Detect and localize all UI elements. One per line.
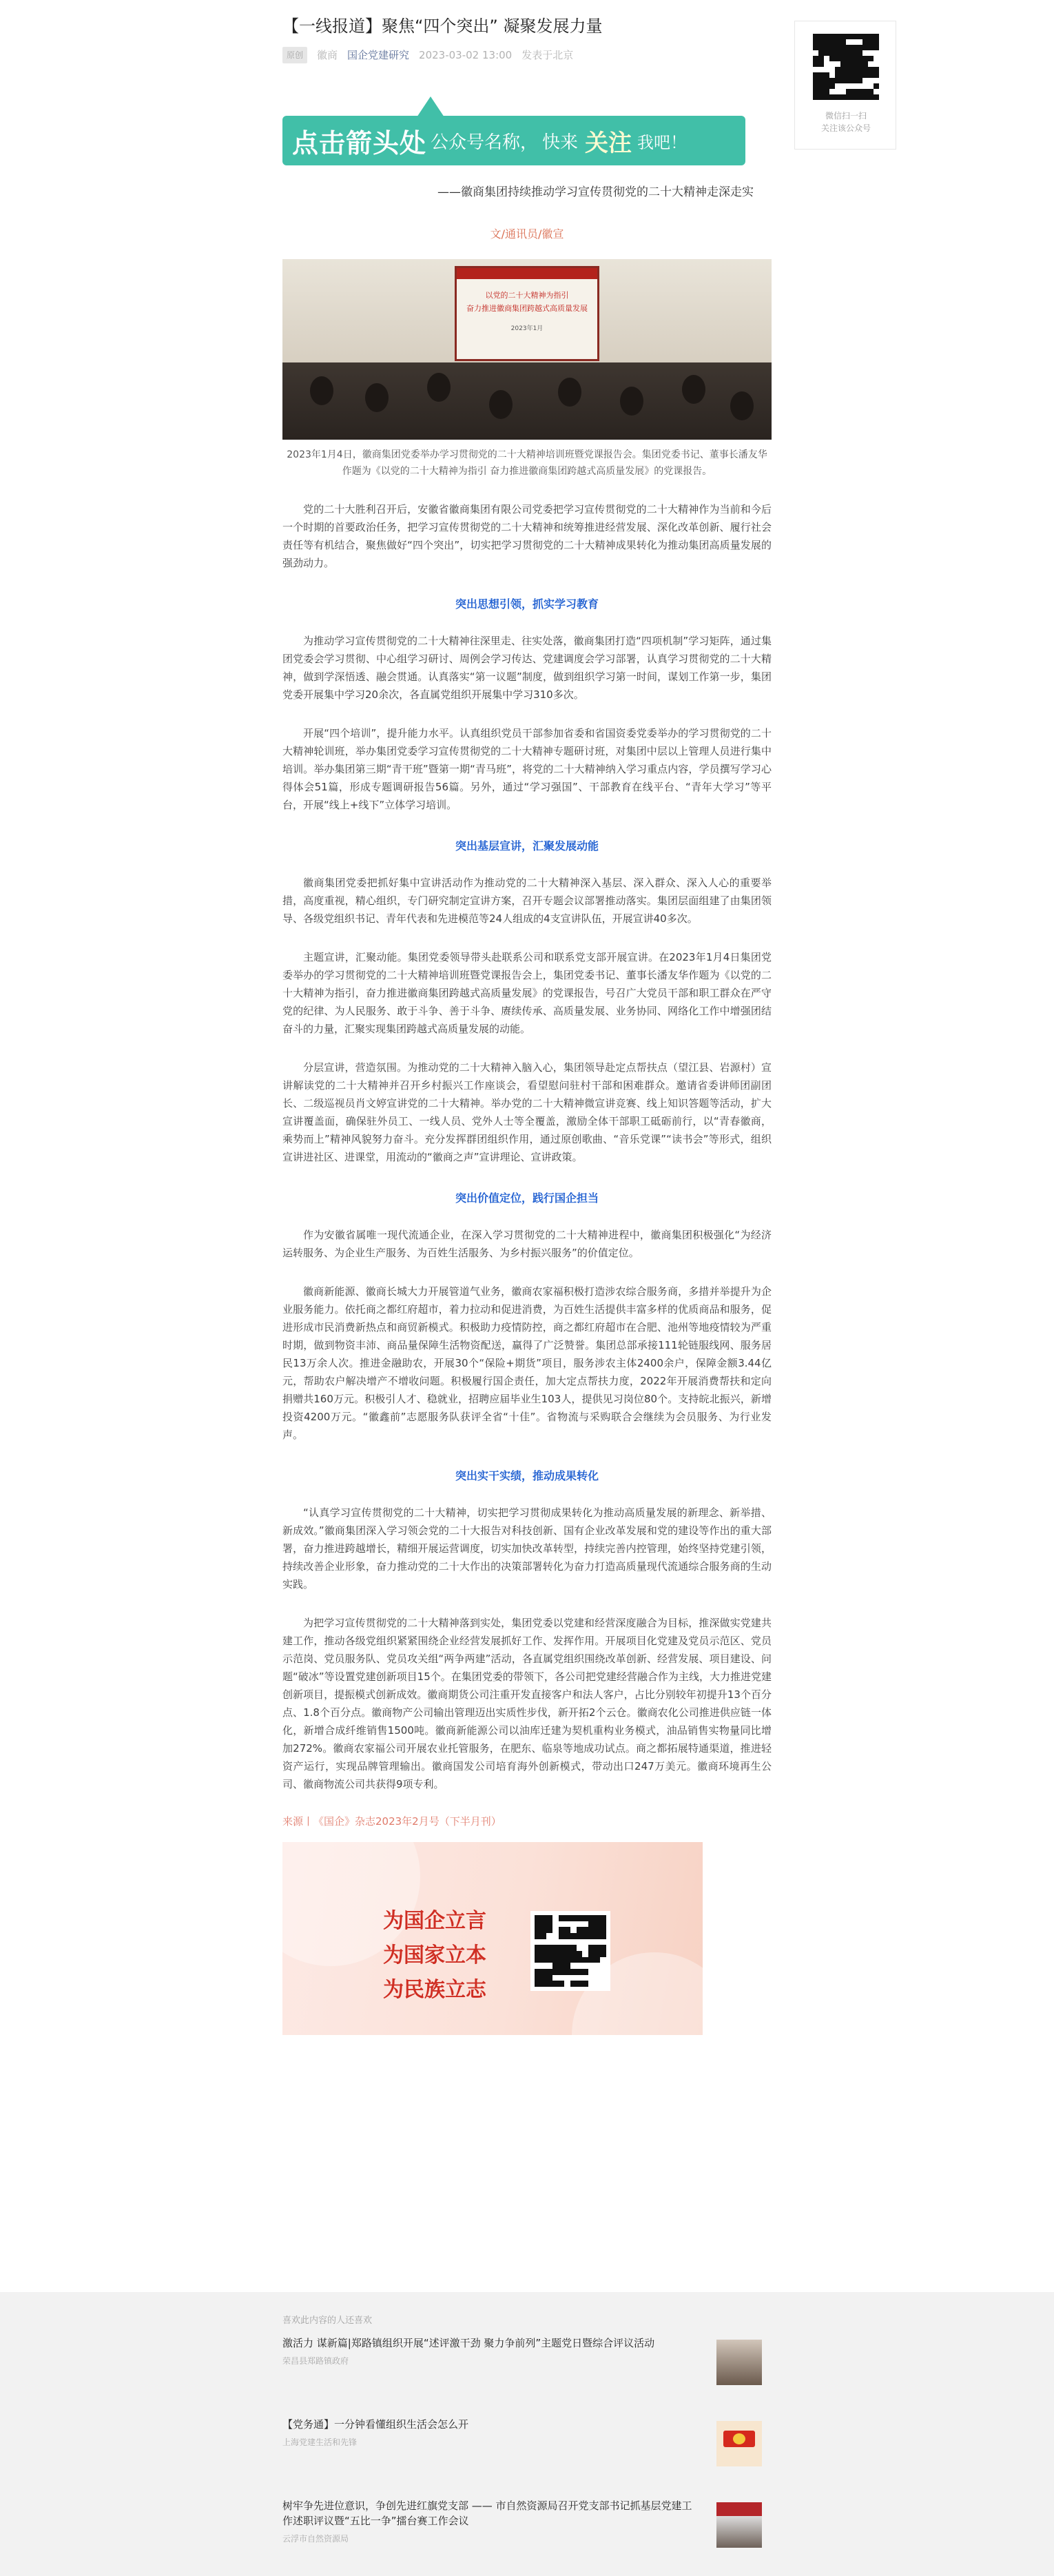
publish-location: 发表于北京 — [521, 49, 574, 61]
paragraph: 党的二十大胜利召开后，安徽省徽商集团有限公司党委把学习宣传贯彻党的二十大精神作为当前和今后一个时期的首要政治任务，把学习宣传贯彻党的二十大精神和统筹推进经营发展、深化改革创新、履行社会责任等有机结合，聚焦做好“四个突出”，切实把学习贯彻党的二十大精神成果转化为推动集团高质量发展的强劲动力。 — [282, 503, 772, 569]
banner-text-end: 我吧！ — [637, 132, 688, 152]
audience-head — [730, 391, 754, 420]
audience-head — [427, 373, 451, 402]
article-title: 【一线报道】聚焦“四个突出” 凝聚发展力量 — [282, 17, 603, 36]
audience-head — [682, 375, 705, 404]
recommended-article[interactable] — [282, 2498, 772, 2570]
screen-header — [457, 268, 597, 279]
paragraph: 徽商新能源、徽商长城大力开展管道气业务，徽商农家福积极打造涉农综合服务商，多措并举提升为企业服务能力。依托商之都红府超市，着力拉动和促进消费，为百姓生活提供丰富多样的优质商品和服务，促进形成市民消费新热点和商贸新模式。积极助力疫情防控，商之都红府超市在合肥、池州等地疫情较为严重时期，做到物资丰沛、商品量保障生活物资配送，赢得了广泛赞誉。集团总部承接111轮链服线网、服务居民13万余人次。推进金融助农，开展30个“保险+期货”项目，服务涉农主体2400余户，保障金额3.44亿元，帮助农户解决增产不增收问题。积极履行国企责任，加大定点帮扶力度，2022年开展消费帮扶和定向捐赠共160万元。积极引人才、稳就业，招聘应届毕业生103人，提供见习岗位80个。支持皖北振兴，新增投资4200万元。“徽鑫前”志愿服务队获评全省“十佳”。省物流与采购联合会继续为会员服务、为行业发声。 — [282, 1285, 772, 1441]
qr-code-pattern — [535, 1915, 606, 1987]
qr-code-pattern — [813, 34, 879, 100]
sidebar-qr-code — [813, 34, 879, 100]
recommended-thumbnail[interactable] — [716, 2340, 762, 2385]
author-name: 徽商 — [317, 49, 338, 61]
photo-projection-screen — [455, 266, 599, 361]
section-heading: 突出价值定位，践行国企担当 — [455, 1192, 599, 1205]
recommended-article[interactable] — [282, 2335, 772, 2407]
audience-head — [310, 376, 333, 405]
section-heading: 突出实干实绩，推动成果转化 — [455, 1469, 599, 1482]
screen-text-2: 奋力推进徽商集团跨越式高质量发展 — [466, 304, 588, 313]
recommended-title[interactable]: 树牢争先进位意识，争创先进红旗党支部 —— 市自然资源局召开党支部书记抓基层党建工作述职评议暨“五比一争”擂台赛工作会议 — [282, 2500, 692, 2527]
article-subtitle: ——徽商集团持续推动学习宣传贯彻党的二十大精神走深走实 — [437, 185, 754, 199]
scan-hint-line: 关注该公众号 — [820, 123, 871, 133]
recommendations-label: 喜欢此内容的人还喜欢 — [282, 2316, 373, 2326]
original-badge: 原创 — [282, 47, 307, 63]
scan-hint-line: 微信扫一扫 — [825, 111, 867, 121]
section-heading: 突出思想引领，抓实学习教育 — [455, 597, 599, 611]
arrow-up-icon — [417, 96, 444, 117]
recommended-source: 荣昌县郑路镇政府 — [282, 2356, 349, 2366]
banner-text-mid: 公众号名称， — [431, 132, 539, 153]
poster-slogan: 为国企立言 — [383, 1909, 486, 1933]
follow-banner — [282, 88, 745, 159]
paragraph: 分层宣讲，营造氛围。为推动党的二十大精神入脑入心，集团领导赴定点帮扶点（望江县、岩源村）宣讲解读党的二十大精神并召开乡村振兴工作座谈会，看望慰问驻村干部和困难群众。邀请省委讲师团副团长、二级巡视员肖文婷宣讲党的二十大精神。举办党的二十大精神微宣讲竞赛、线上知识答题等活动，扩大宣讲覆盖面，确保驻外员工、一线人员、党外人士等全覆盖，激励全体干部职工砥砺前行，以“青春徽商，乘势而上”精神风貌努力奋斗。充分发挥群团组织作用，通过原创歌曲、“音乐党课”“读书会”等形式，组织宣讲进社区、进课堂，用流动的“徽商之声”宣讲理论、宣讲政策。 — [282, 1061, 772, 1163]
paragraph: 开展“四个培训”，提升能力水平。认真组织党员干部参加省委和省国资委党委举办的学习贯彻党的二十大精神轮训班，举办集团党委学习宣传贯彻党的二十大精神专题研讨班，对集团中层以上管理人员进行集中培训。举办集团第三期“青干班”暨第一期“青马班”，将党的二十大精神纳入学习重点内容，学员撰写学习心得体会51篇，形成专题调研报告56篇。另外，通过“学习强国”、干部教育在线平台、“青年大学习”等平台，开展“线上+线下”立体学习培训。 — [282, 727, 772, 811]
recommended-title[interactable]: 激活力 谋新篇|郑路镇组织开展“述评激干劲 聚力争前列”主题党日暨综合评议活动 — [282, 2337, 655, 2349]
paragraph: 徽商集团党委把抓好集中宣讲活动作为推动党的二十大精神深入基层、深入群众、深入人心的重要举措，高度重视，精心组织，专门研究制定宣讲方案，召开专题会议部署推动落实。集团层面组建了由集团领导、各级党组织书记、青年代表和先进模范等24人组成的4支宣讲队伍，开展宣讲40多次。 — [282, 877, 772, 925]
section-heading: 突出基层宣讲，汇聚发展动能 — [455, 839, 599, 852]
article-source: 来源丨《国企》杂志2023年2月号（下半月刊） — [282, 1815, 502, 1828]
banner-text-follow: 关注 — [585, 129, 632, 157]
account-link[interactable]: 国企党建研究 — [347, 49, 410, 61]
audience-head — [620, 387, 643, 416]
paragraph: “认真学习宣传贯彻党的二十大精神，切实把学习贯彻成果转化为推动高质量发展的新理念、新举措、新成效。”徽商集团深入学习领会党的二十大报告对科技创新、国有企业改革发展和党的建设等作出的重大部署，奋力推进跨越增长，精细开展运营调度，切实加快改革转型，持续完善内控管理，始终坚持党建引领，持续改善企业形象，奋力推动党的二十大作出的决策部署转化为奋力打造高质量现代流通综合服务商的生动实践。 — [282, 1506, 772, 1591]
poster-slogans — [383, 1904, 486, 2007]
follow-qr-panel — [794, 21, 896, 150]
recommendations-footer — [0, 2292, 1054, 2576]
promo-poster[interactable] — [282, 1842, 703, 2035]
photo-caption: 2023年1月4日，徽商集团党委举办学习贯彻党的二十大精神培训班暨党课报告会。集团党委书记、董事长潘友华作题为《以党的二十大精神为指引 奋力推进徽商集团跨越式高质量发展》的党课报告。 — [287, 449, 767, 477]
recommendations-list — [282, 2292, 772, 2570]
publish-datetime: 2023-03-02 13:00 — [419, 49, 513, 61]
article — [282, 0, 772, 2035]
scan-hint — [795, 110, 897, 134]
audience-head — [365, 383, 389, 412]
recommended-title[interactable]: 【党务通】一分钟看懂组织生活会怎么开 — [282, 2418, 469, 2431]
paragraph: 为把学习宣传贯彻党的二十大精神落到实处，集团党委以党建和经营深度融合为目标，推深做实党建共建工作，推动各级党组织紧紧围绕企业经营发展抓好工作、发挥作用。开展项目化党建及党员示范区、党员示范岗、党员服务队、党员攻关组“两争两建”活动，各直属党组织围绕改革创新、经营发展、项目建设、问题“破冰”等设置党建创新项目15个。在集团党委的带领下，各公司把党建经营融合作为主线，大力推进党建创新项目，提振模式创新成效。徽商期货公司注重开发直接客户和法人客户，占比分别较年初提升13个百分点、1.8个百分点。徽商物产公司输出管理迈出实质性步伐，新开拓2个云仓。徽商农化公司推进供应链一体化，新增合成纤维销售1500吨。徽商新能源公司以油库迁建为契机重构业务模式，油品销售实物量同比增加272%。徽商农家福公司开展农业托管服务，在肥东、临泉等地成功试点。商之都拓展特通渠道，推进轻资产运行，实现品牌管理输出。徽商国发公司培育海外创新模式，带动出口247万美元。徽商环境再生公司、徽商物流公司共获得9项专利。 — [282, 1617, 772, 1790]
banner-text-big: 点击箭头处 — [292, 127, 427, 159]
screen-text-3: 2023年1月 — [510, 325, 544, 332]
article-byline: 文/通讯员/徽宣 — [490, 227, 564, 241]
poster-slogan: 为国家立本 — [383, 1943, 486, 1967]
recommended-article[interactable] — [282, 2417, 772, 2488]
recommended-thumbnail[interactable] — [716, 2502, 762, 2548]
banner-text-follow-pre: 快来 — [542, 132, 579, 153]
meeting-photo[interactable] — [282, 259, 772, 440]
emblem-icon — [733, 2433, 745, 2444]
audience-head — [558, 378, 581, 407]
paragraph: 为推动学习宣传贯彻党的二十大精神往深里走、往实处落，徽商集团打造“四项机制”学习矩阵，通过集团党委会学习贯彻、中心组学习研讨、周例会学习传达、党建调度会学习部署，认真学习贯彻党的二十大精神，做到学深悟透、融会贯通。认真落实“第一议题”制度，做到组织学习第一时间，谋划工作第一步，集团党委开展集中学习20余次，各直属党组织开展集中学习310多次。 — [282, 635, 772, 701]
audience-head — [489, 390, 513, 419]
paragraph: 作为安徽省属唯一现代流通企业，在深入学习贯彻党的二十大精神进程中，徽商集团积极强化“为经济运转服务、为企业生产服务、为百姓生活服务、为乡村振兴服务”的价值定位。 — [282, 1229, 772, 1259]
poster-slogan: 为民族立志 — [383, 1978, 486, 2002]
article-meta — [282, 47, 772, 63]
poster-qr-code — [530, 1911, 610, 1991]
banner-text — [292, 120, 687, 161]
paragraph: 主题宣讲，汇聚动能。集团党委领导带头赴联系公司和联系党支部开展宣讲。在2023年1月4日集团党委举办的学习贯彻党的二十大精神培训班暨党课报告会上，集团党委书记、董事长潘友华作题为《以党的二十大精神为指引，奋力推进徽商集团跨越式高质量发展》的党课报告，号召广大党员干部和职工群众在严守党的纪律、为人民服务、敢于斗争、善于斗争、赓续传承、高质量发展、业务协同、网络化工作中增强团结奋斗的力量，汇聚实现集团跨越式高质量发展的动能。 — [282, 951, 772, 1035]
recommended-source: 上海党建生活和先锋 — [282, 2437, 358, 2447]
recommended-source: 云浮市自然资源局 — [282, 2534, 349, 2544]
screen-text-1: 以党的二十大精神为指引 — [485, 291, 569, 300]
recommended-thumbnail[interactable] — [716, 2421, 762, 2466]
